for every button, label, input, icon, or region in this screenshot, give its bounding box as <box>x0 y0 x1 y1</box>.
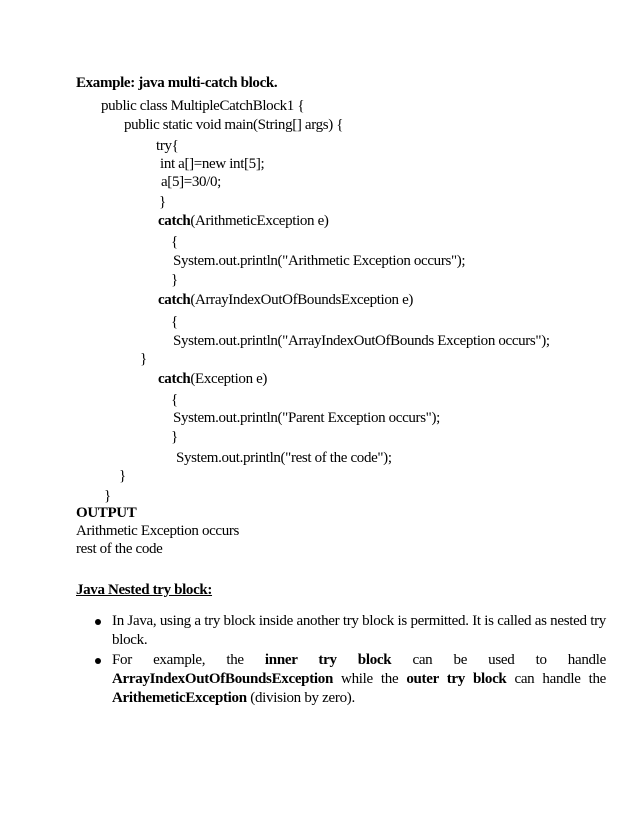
catch-arithmetic-params: (ArithmeticException e) <box>190 213 329 229</box>
catch-keyword: catch <box>158 292 191 308</box>
code-class-close: } <box>104 488 111 504</box>
output-heading: OUTPUT <box>76 505 137 521</box>
catch-keyword: catch <box>158 213 191 229</box>
code-array-assignment: a[5]=30/0; <box>161 174 221 190</box>
bullet-dot-icon <box>95 619 101 625</box>
code-try-close: } <box>159 194 166 210</box>
nested-try-heading: Java Nested try block: <box>76 582 213 598</box>
bullet2-bold-outer-try: outer try block <box>406 671 507 687</box>
code-catch1-open: { <box>171 234 178 250</box>
nested-bullet-1: In Java, using a try block inside another try block is permitted. It is called as nested try block. <box>112 613 606 648</box>
code-catch-array-index <box>158 291 413 309</box>
code-main-close: } <box>119 468 126 484</box>
bullet-dot-icon <box>95 658 101 664</box>
code-catch3-print: System.out.println("Parent Exception occurs"); <box>173 410 440 426</box>
bullet2-text-5: (division by zero). <box>246 690 355 706</box>
output-line-2: rest of the code <box>76 541 163 557</box>
output-line-1: Arithmetic Exception occurs <box>76 523 239 539</box>
bullet2-bold-array-exception: ArrayIndexOutOfBoundsException <box>112 671 334 687</box>
bullet2-bold-arithmetic-exception: ArithemeticException <box>112 690 247 706</box>
catch-keyword: catch <box>158 371 191 387</box>
code-catch1-print: System.out.println("Arithmetic Exception occurs"); <box>173 253 466 269</box>
nested-bullet-2 <box>112 651 606 708</box>
code-catch-exception <box>158 370 267 388</box>
bullet2-bold-inner-try: inner try block <box>264 652 392 668</box>
bullet2-text-4: can handle the <box>506 671 607 687</box>
bullet2-text-2: can be used to handle <box>391 652 606 668</box>
code-stray-close: } <box>140 351 147 367</box>
code-catch1-close: } <box>171 272 178 288</box>
code-try-open: try{ <box>156 138 179 154</box>
code-array-declaration: int a[]=new int[5]; <box>160 156 265 172</box>
code-catch-arithmetic <box>158 212 329 230</box>
catch-exception-params: (Exception e) <box>190 371 268 387</box>
example-heading: Example: java multi-catch block. <box>76 75 278 91</box>
catch-array-index-params: (ArrayIndexOutOfBoundsException e) <box>190 292 414 308</box>
bullet2-text-1: For example, the <box>112 652 265 668</box>
code-catch3-close: } <box>171 429 178 445</box>
code-rest-print: System.out.println("rest of the code"); <box>176 450 392 466</box>
code-catch2-open: { <box>171 314 178 330</box>
code-catch3-open: { <box>171 392 178 408</box>
code-main-declaration: public static void main(String[] args) { <box>124 117 344 133</box>
code-class-declaration: public class MultipleCatchBlock1 { <box>101 98 305 114</box>
bullet2-text-3: while the <box>333 671 407 687</box>
code-catch2-print: System.out.println("ArrayIndexOutOfBounds Exception occurs"); <box>173 333 550 349</box>
